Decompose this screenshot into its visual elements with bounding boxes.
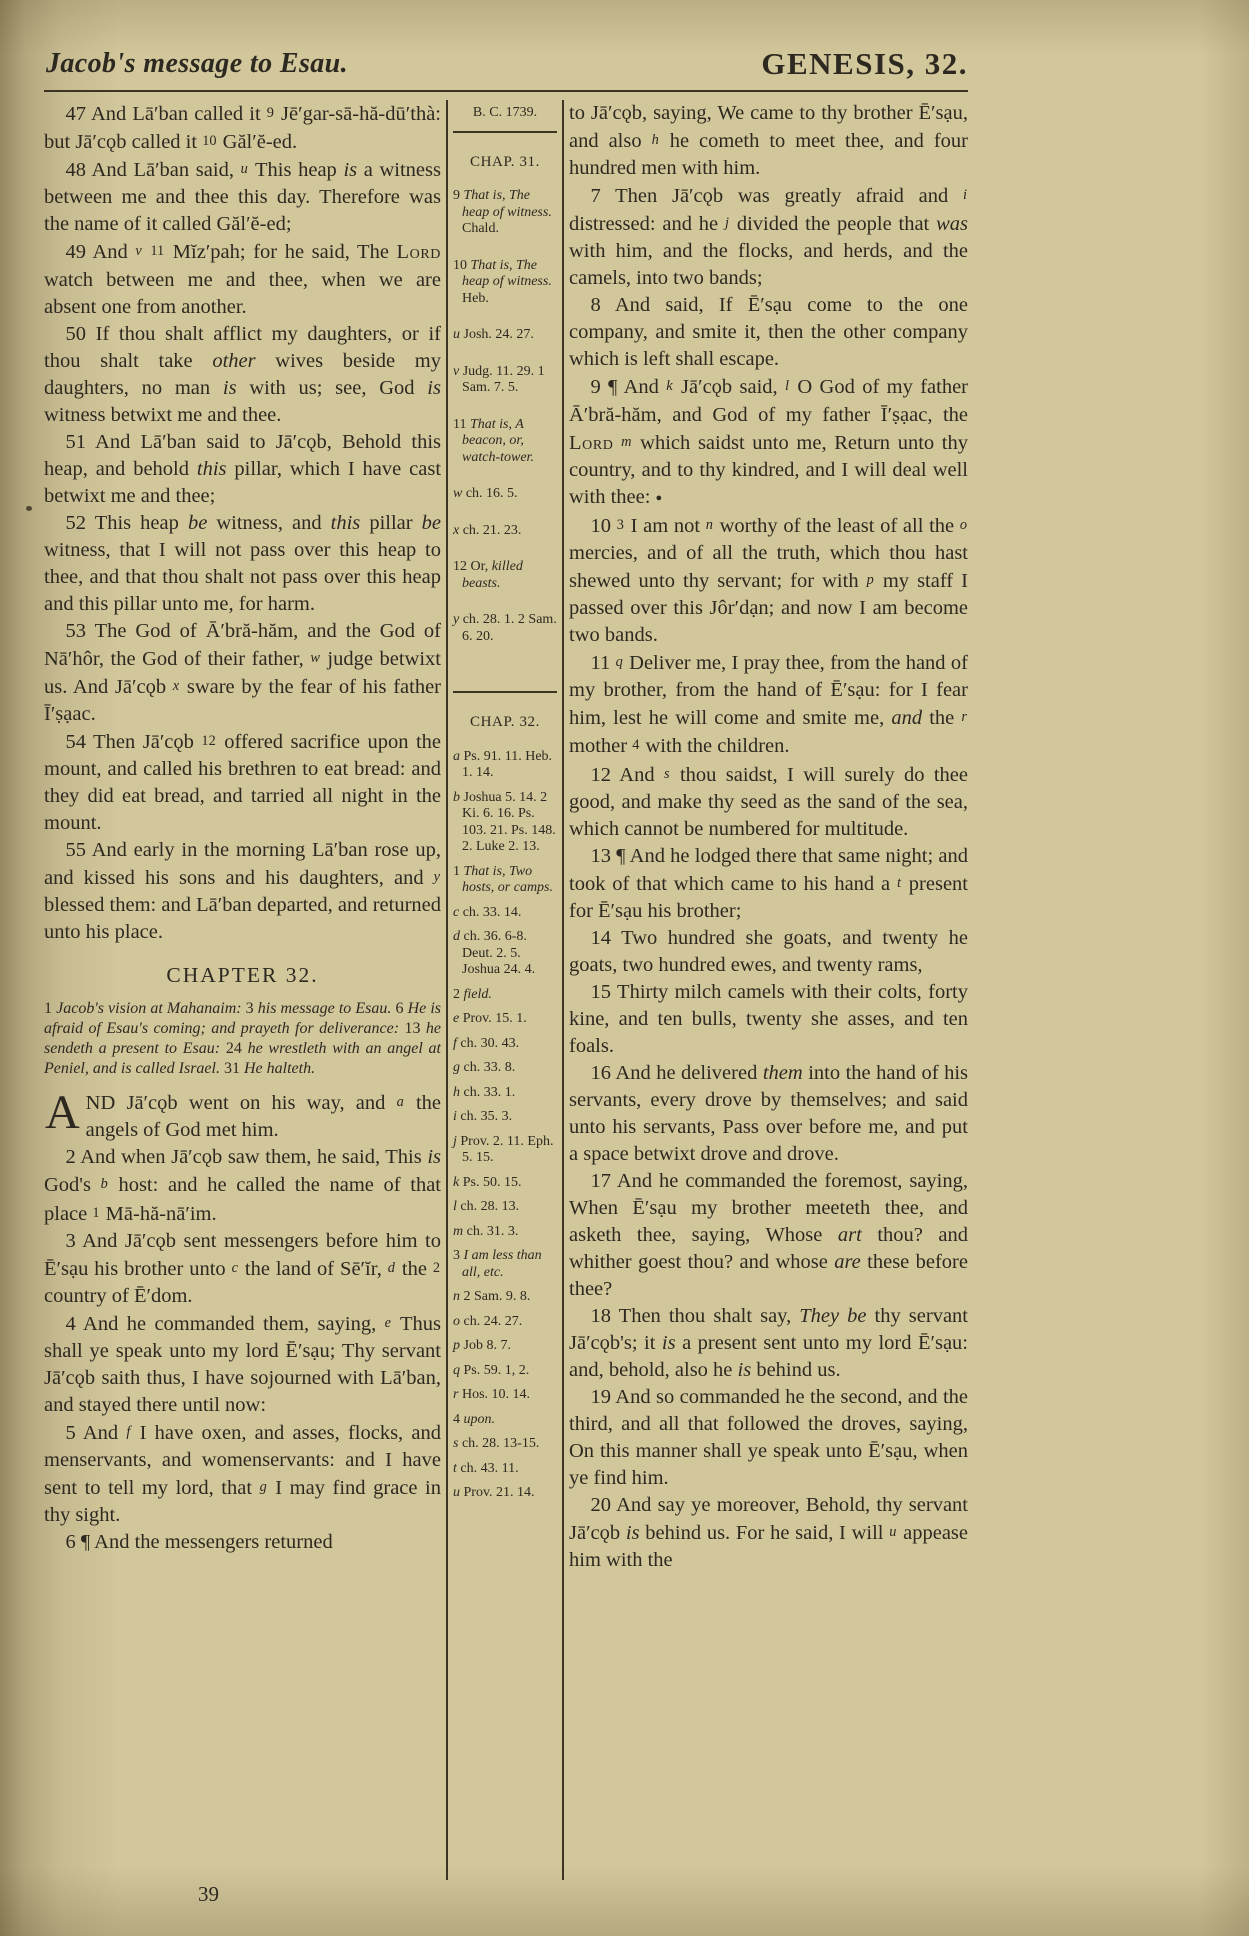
running-header-title: Jacob's message to Esau. [46, 48, 349, 79]
right-text-column [569, 100, 968, 1880]
margin-note: c ch. 33. 14. [453, 904, 522, 920]
chapter-32-verses-left [44, 1144, 441, 1556]
margin-note: u Josh. 24. 27. [453, 327, 534, 342]
verse-paragraph: 55 And early in the morning Lā′ban rose up, and kissed his sons and his daughters, and y blessed them: and Lā′ban departed, and returned unto his place. [44, 839, 441, 944]
chapter-heading: CHAPTER 32. [166, 963, 319, 988]
header-rule [44, 90, 968, 92]
verse-paragraph: 5 And f I have oxen, and asses, flocks, and menservants, and womenservants: and I have sent to tell my lord, that g I may find grace in thy sight. [44, 1422, 441, 1527]
margin-divider [453, 131, 557, 133]
left-text-column [44, 100, 441, 1880]
verse-paragraph: 12 And s thou saidst, I will surely do thee good, and make thy seed as the sand of the sea, which cannot be numbered for multitude. [569, 763, 968, 840]
verse-paragraph: 49 And v 11 Mĭz′pah; for he said, The Lord watch between me and thee, when we are absent one from another. [44, 241, 442, 318]
margin-note: u Prov. 21. 14. [453, 1485, 535, 1500]
verse-paragraph: 53 The God of Ā′bră-hăm, and the God of Nā′hôr, the God of their father, w judge betwixt us. And Jā′cǫb x sware by the fear of his father Ī′ṣạac. [44, 619, 442, 725]
ink-spot [26, 506, 32, 511]
margin-note: b Joshua 5. 14. 2 Ki. 6. 16. Ps. 103. 21. Ps. 148. 2. Luke 2. 13. [453, 789, 556, 854]
margin-note: 1 That is, Two hosts, or camps. [453, 863, 554, 895]
chapter-summary: 1 Jacob's vision at Mahanaim: 3 his message to Esau. 6 He is afraid of Esau's coming; and prayeth for deliverance: 13 he sendeth a present to Esau: 24 he wrestleth with an angel at Peniel, and is called Israel. 31 He halteth. [44, 1000, 442, 1078]
chap-31-notes [453, 188, 557, 645]
column-divider-left [446, 100, 448, 1880]
margin-note: f ch. 30. 43. [453, 1035, 520, 1051]
verse-paragraph: 19 And so commanded he the second, and the third, and all that followed the droves, saying, On this manner shall ye speak unto Ē′sạu, when ye find him. [569, 1385, 968, 1489]
margin-note: i ch. 35. 3. [453, 1109, 513, 1124]
book-chapter-heading: GENESIS, 32. [761, 46, 968, 81]
column-divider-right [562, 100, 564, 1880]
verse-paragraph: 8 And said, If Ē′sạu come to the one company, and smite it, then the other company which is left shall escape. [569, 294, 968, 371]
margin-note: r Hos. 10. 14. [453, 1387, 531, 1402]
verse-paragraph: 15 Thirty milch camels with their colts, forty kine, and ten bulls, twenty she asses, and ten foals. [569, 980, 968, 1057]
verse-paragraph: 3 And Jā′cǫb sent messengers before him to Ē′sạu his brother unto c the land of Sē′ĭr, d the 2 country of Ē′dom. [44, 1229, 441, 1307]
verse-paragraph: 48 And Lā′ban said, u This heap is a witness between me and thee this day. Therefore was the name of it called Găl′ĕ-ed; [44, 159, 441, 236]
margin-reference-column [453, 100, 557, 1880]
margin-note: q Ps. 59. 1, 2. [453, 1362, 530, 1378]
chap-32-label: CHAP. 32. [470, 714, 540, 730]
margin-note: 11 That is, A beacon, or, watch-tower. [453, 416, 534, 465]
verse-continuation: to Jā′cǫb, saying, We came to thy brother Ē′sạu, and also h he cometh to meet thee, and four hundred men with him. [569, 102, 968, 180]
verse-text: ND Jā′cǫb went on his way, and a the angels of God met him. [85, 1092, 441, 1142]
margin-note: 9 That is, The heap of witness. Chald. [453, 188, 552, 236]
verse-paragraph [44, 1086, 441, 1144]
verse-paragraph: 16 And he delivered them into the hand of his servants, every drove by themselves; and said unto his servants, Pass over before me, and put a space betwixt drove and drove. [569, 1061, 968, 1165]
verse-paragraph: 11 q Deliver me, I pray thee, from the hand of my brother, from the hand of Ē′sạu: for I fear him, lest he will come and smite me, and the r mother 4 with the children. [569, 652, 968, 758]
margin-note: g ch. 33. 8. [453, 1060, 516, 1075]
chap-32-notes [453, 749, 557, 1502]
margin-note: 3 I am less than all, etc. [453, 1248, 542, 1280]
bc-date: B. C. 1739. [472, 105, 538, 120]
verse-paragraph: 6 ¶ And the messengers returned [65, 1531, 333, 1554]
chapter-31-verses [44, 100, 441, 946]
margin-note: a Ps. 91. 11. Heb. 1. 14. [453, 748, 553, 780]
verse-paragraph: 52 This heap be witness, and this pillar be witness, that I will not pass over this heap to thee, and that thou shalt not pass over this heap and this pillar unto me, for harm. [44, 511, 441, 615]
verse-paragraph: 10 3 I am not n worthy of the least of all the o mercies, and of all the truth, which thou hast shewed unto thy servant; for with p my staff I passed over this Jôr′dạn; and now I am become two bands. [569, 514, 968, 647]
margin-note: w ch. 16. 5. [453, 486, 518, 501]
drop-cap-letter: A [45, 1086, 80, 1140]
margin-note: h ch. 33. 1. [453, 1084, 516, 1100]
page-number: 39 [198, 1882, 219, 1906]
margin-note: j Prov. 2. 11. Eph. 5. 15. [453, 1133, 554, 1165]
margin-note: t ch. 43. 11. [453, 1460, 519, 1476]
verse-paragraph: 2 And when Jā′cǫb saw them, he said, This is God's b host: and he called the name of that place 1 Mā-hă-nā′im. [44, 1146, 441, 1225]
chapter-32-verses-right [569, 182, 968, 1574]
margin-note: v Judg. 11. 29. 1 Sam. 7. 5. [453, 363, 545, 395]
margin-note: l ch. 28. 13. [453, 1199, 520, 1214]
margin-note: y ch. 28. 1. 2 Sam. 6. 20. [453, 612, 557, 644]
margin-note: 2 field. [453, 986, 492, 1002]
verse-paragraph: 4 And he commanded them, saying, e Thus shall ye speak unto my lord Ē′sạu; Thy servant Jā′cǫb saith thus, I have sojourned with Lā′ban, and stayed there until now: [44, 1313, 441, 1417]
margin-note: 12 Or, killed beasts. [453, 559, 523, 591]
verse-paragraph: 18 Then thou shalt say, They be thy servant Jā′cǫb's; it is a present sent unto my lord Ē′sạu: and, behold, also he is behind us. [569, 1304, 968, 1381]
margin-note: n 2 Sam. 9. 8. [453, 1289, 531, 1304]
margin-note: m ch. 31. 3. [453, 1223, 519, 1239]
verse-paragraph: 50 If thou shalt afflict my daughters, or if thou shalt take other wives beside my daughters, no man is with us; see, God is witness betwixt me and thee. [44, 322, 441, 426]
margin-note: k Ps. 50. 15. [453, 1174, 522, 1190]
margin-note: p Job 8. 7. [453, 1338, 511, 1353]
margin-note: 10 That is, The heap of witness. Heb. [453, 257, 552, 306]
page-columns [44, 100, 968, 1880]
verse-paragraph: 17 And he commanded the foremost, saying, When Ē′sạu my brother meeteth thee, and asketh thee, saying, Whose art thou? and whither goest thou? and whose are these before thee? [569, 1169, 968, 1300]
verse-paragraph: 9 ¶ And k Jā′cǫb said, l O God of my father Ā′bră-hăm, and God of my father Ī′ṣạac, the Lord m which saidst unto me, Return unto thy country, and to thy kindred, and I will deal well with thee: ● [569, 376, 968, 508]
verse-paragraph: 14 Two hundred she goats, and twenty he goats, two hundred ewes, and twenty rams, [569, 926, 968, 976]
verse-paragraph: 13 ¶ And he lodged there that same night; and took of that which came to his hand a t present for Ē′sạu his brother; [569, 844, 969, 922]
margin-note: o ch. 24. 27. [453, 1313, 523, 1329]
verse-paragraph: 51 And Lā′ban said to Jā′cǫb, Behold this heap, and behold this pillar, which I have cast betwixt me and thee; [44, 430, 442, 507]
margin-note: x ch. 21. 23. [453, 522, 522, 538]
verse-paragraph: 47 And Lā′ban called it 9 Jē′gar-sā-hă-dū′thà: but Jā′cǫb called it 10 Găl′ĕ-ed. [44, 103, 441, 154]
margin-note: s ch. 28. 13-15. [453, 1436, 540, 1451]
margin-note: 4 upon. [453, 1411, 495, 1427]
verse-paragraph: 20 And say ye moreover, Behold, thy servant Jā′cǫb is behind us. For he said, I will u appease him with the [569, 1493, 968, 1572]
margin-note: d ch. 36. 6-8. Deut. 2. 5. Joshua 24. 4. [453, 929, 536, 977]
margin-section-divider [453, 691, 557, 693]
verse-paragraph: 7 Then Jā′cǫb was greatly afraid and i distressed: and he j divided the people that was with him, and the flocks, and herds, and the camels, into two bands; [569, 185, 968, 290]
margin-note: e Prov. 15. 1. [453, 1011, 527, 1026]
chap-31-label: CHAP. 31. [470, 153, 540, 170]
verse-paragraph: 54 Then Jā′cǫb 12 offered sacrifice upon the mount, and called his brethren to eat bread: and they did eat bread, and tarried all night in the mount. [44, 731, 441, 835]
